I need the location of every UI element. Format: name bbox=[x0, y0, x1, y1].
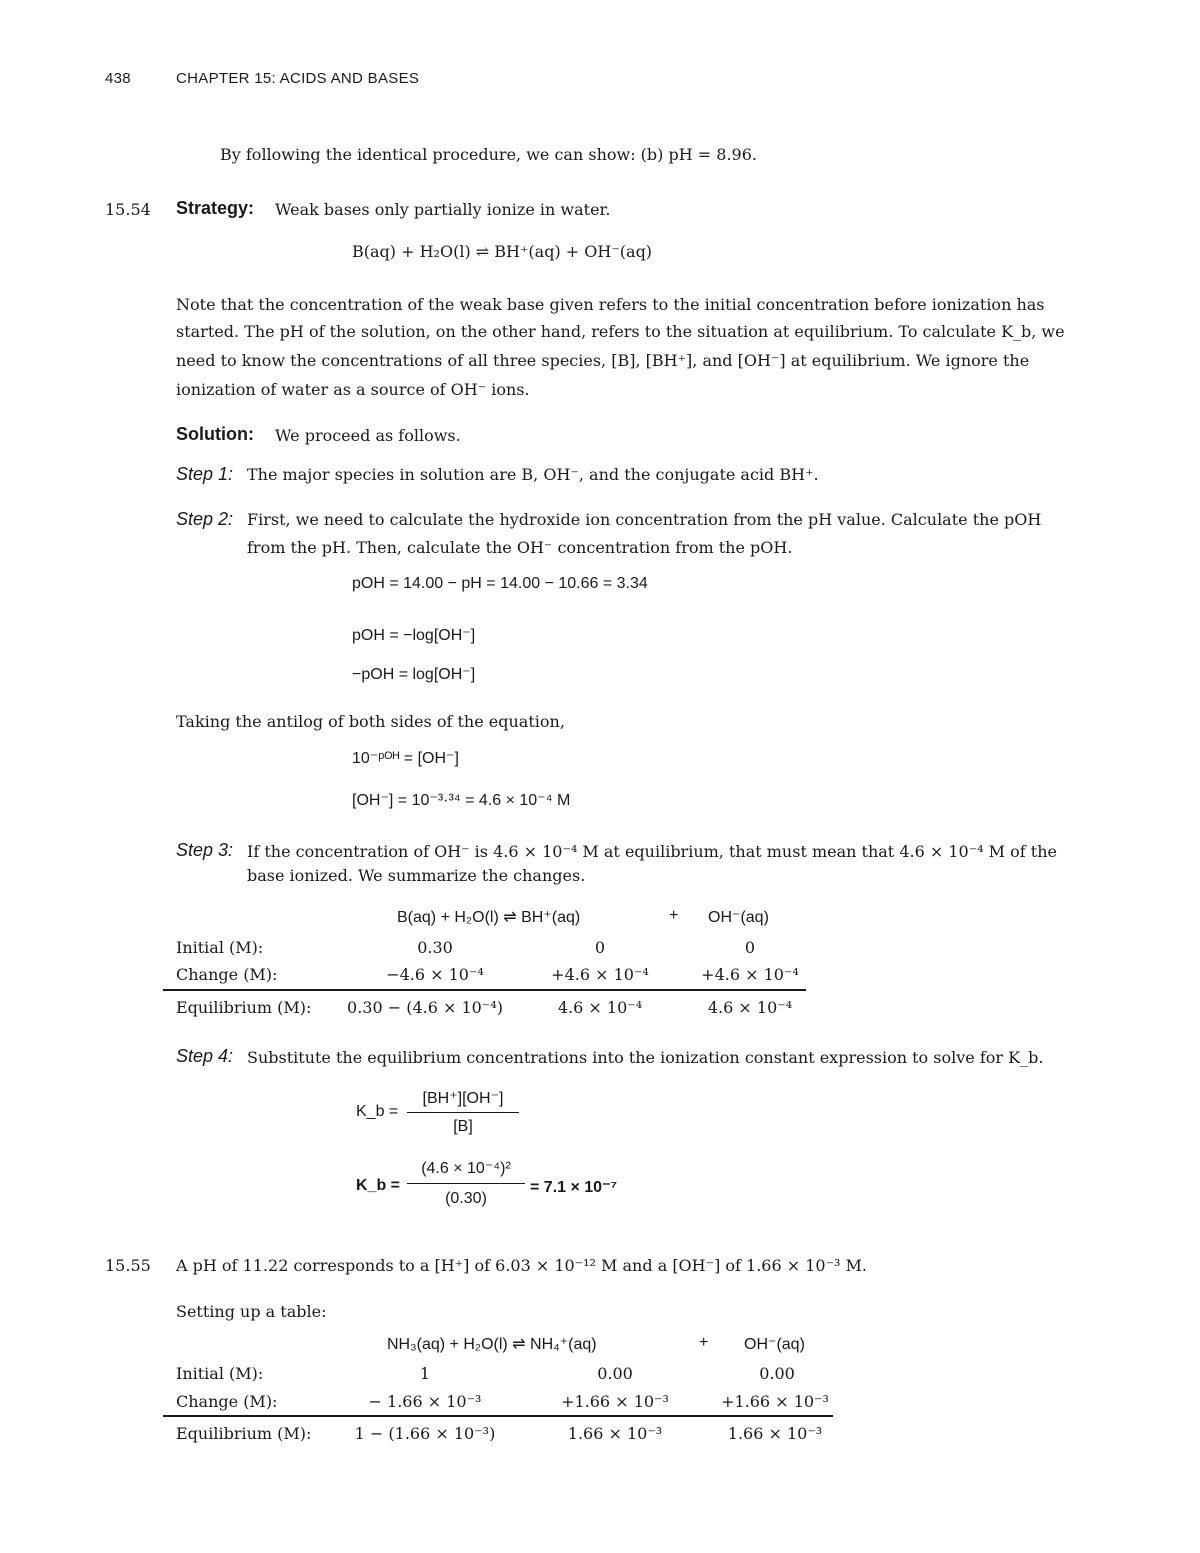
log-equation-1: pOH = −log[OH⁻] bbox=[352, 627, 476, 644]
ice2-header-hydroxide: OH⁻(aq) bbox=[744, 1336, 805, 1353]
kb-value-denominator: (0.30) bbox=[445, 1190, 487, 1207]
ice2-cell: 1 bbox=[419, 1364, 431, 1383]
kb-numerator: [BH⁺][OH⁻] bbox=[422, 1090, 504, 1107]
problem-number-15-55: 15.55 bbox=[105, 1256, 151, 1275]
ice2-cell: 1.66 × 10⁻³ bbox=[727, 1424, 823, 1443]
ice-cell: 0.30 − (4.6 × 10⁻⁴) bbox=[347, 998, 503, 1017]
antilog-equation-2: [OH⁻] = 10⁻³·³⁴ = 4.6 × 10⁻⁴ M bbox=[352, 792, 571, 809]
log-equation-2: −pOH = log[OH⁻] bbox=[352, 666, 476, 683]
intro-line: By following the identical procedure, we can show: (b) pH = 8.96. bbox=[220, 145, 757, 164]
kb-denominator: [B] bbox=[453, 1118, 473, 1135]
ice-cell: +4.6 × 10⁻⁴ bbox=[551, 965, 649, 984]
ice2-row-label-initial: Initial (M): bbox=[176, 1364, 264, 1383]
ice-cell: 0.30 bbox=[417, 938, 453, 957]
ice-header-reaction: B(aq) + H₂O(l) ⇌ BH⁺(aq) bbox=[397, 909, 581, 926]
step4-label: Step 4: bbox=[176, 1046, 234, 1066]
step3-label: Step 3: bbox=[176, 840, 234, 860]
p1555-line-1: A pH of 11.22 corresponds to a [H⁺] of 6.03 × 10⁻¹² M and a [OH⁻] of 1.66 × 10⁻³ M. bbox=[176, 1256, 868, 1275]
ice-header-plus: + bbox=[669, 907, 679, 924]
step1-label: Step 1: bbox=[176, 464, 234, 484]
ice2-cell: 0.00 bbox=[597, 1364, 633, 1383]
ice-cell: 4.6 × 10⁻⁴ bbox=[557, 998, 643, 1017]
ice2-row-label-equilibrium: Equilibrium (M): bbox=[176, 1424, 312, 1443]
reaction-equation: B(aq) + H₂O(l) ⇌ BH⁺(aq) + OH⁻(aq) bbox=[352, 242, 653, 261]
setup-text: Setting up a table: bbox=[176, 1302, 327, 1321]
ice-row-label-equilibrium: Equilibrium (M): bbox=[176, 998, 312, 1017]
note-line-4: ionization of water as a source of OH⁻ ions. bbox=[176, 380, 530, 399]
solution-label: Solution: bbox=[176, 424, 254, 444]
kb-value-numerator: (4.6 × 10⁻⁴)² bbox=[421, 1160, 511, 1177]
antilog-text: Taking the antilog of both sides of the equation, bbox=[176, 712, 565, 731]
antilog-equation-1: 10⁻ᵖᴼᴴ = [OH⁻] bbox=[352, 750, 459, 767]
ice-cell: +4.6 × 10⁻⁴ bbox=[701, 965, 799, 984]
step2-line-1: First, we need to calculate the hydroxide ion concentration from the pH value. Calculate the pOH bbox=[247, 510, 1042, 529]
solution-text: We proceed as follows. bbox=[275, 426, 461, 445]
ice-row-label-change: Change (M): bbox=[176, 965, 278, 984]
page-number: 438 bbox=[105, 70, 131, 87]
step1-text: The major species in solution are B, OH⁻, and the conjugate acid BH⁺. bbox=[247, 465, 819, 484]
ice-cell: 0 bbox=[594, 938, 606, 957]
problem-number-15-54: 15.54 bbox=[105, 200, 151, 219]
strategy-text: Weak bases only partially ionize in water. bbox=[275, 200, 611, 219]
step2-line-2: from the pH. Then, calculate the OH⁻ concentration from the pOH. bbox=[247, 538, 793, 557]
step3-line-2: base ionized. We summarize the changes. bbox=[247, 866, 586, 885]
note-line-1: Note that the concentration of the weak base given refers to the initial concentration before ionization has bbox=[176, 295, 1045, 314]
ice2-cell: 1.66 × 10⁻³ bbox=[567, 1424, 663, 1443]
ice-cell: 4.6 × 10⁻⁴ bbox=[707, 998, 793, 1017]
kb-result: = 7.1 × 10⁻⁷ bbox=[530, 1179, 618, 1196]
ice2-cell: 0.00 bbox=[759, 1364, 795, 1383]
ice-header-hydroxide: OH⁻(aq) bbox=[708, 909, 769, 926]
fraction-bar bbox=[407, 1183, 525, 1184]
note-line-3: need to know the concentrations of all three species, [B], [BH⁺], and [OH⁻] at equilibrium. We ignore the bbox=[176, 351, 1030, 370]
ice2-header-plus: + bbox=[699, 1334, 709, 1351]
ice2-row-label-change: Change (M): bbox=[176, 1392, 278, 1411]
note-line-2: started. The pH of the solution, on the other hand, refers to the situation at equilibrium. To calculate K_b, we bbox=[176, 322, 1065, 341]
kb-value-lhs: K_b = bbox=[356, 1177, 401, 1194]
ice-cell: −4.6 × 10⁻⁴ bbox=[386, 965, 484, 984]
ice-row-label-initial: Initial (M): bbox=[176, 938, 264, 957]
poh-equation: pOH = 14.00 − pH = 14.00 − 10.66 = 3.34 bbox=[352, 575, 648, 592]
table-rule bbox=[163, 1415, 833, 1417]
strategy-label: Strategy: bbox=[176, 198, 255, 218]
ice-cell: 0 bbox=[744, 938, 756, 957]
step3-line-1: If the concentration of OH⁻ is 4.6 × 10⁻⁴ M at equilibrium, that must mean that 4.6 × 10⁻⁴ M of the bbox=[247, 842, 1057, 861]
step4-text: Substitute the equilibrium concentrations into the ionization constant expression to solve for K_b. bbox=[247, 1048, 1044, 1067]
ice2-cell: 1 − (1.66 × 10⁻³) bbox=[354, 1424, 496, 1443]
kb-lhs: K_b = bbox=[356, 1103, 399, 1120]
chapter-title: CHAPTER 15: ACIDS AND BASES bbox=[176, 70, 420, 87]
ice2-cell: +1.66 × 10⁻³ bbox=[561, 1392, 669, 1411]
ice2-header-reaction: NH₃(aq) + H₂O(l) ⇌ NH₄⁺(aq) bbox=[387, 1336, 597, 1353]
ice2-cell: − 1.66 × 10⁻³ bbox=[368, 1392, 482, 1411]
fraction-bar bbox=[407, 1112, 519, 1113]
ice2-cell: +1.66 × 10⁻³ bbox=[721, 1392, 829, 1411]
table-rule bbox=[163, 989, 806, 991]
step2-label: Step 2: bbox=[176, 509, 234, 529]
